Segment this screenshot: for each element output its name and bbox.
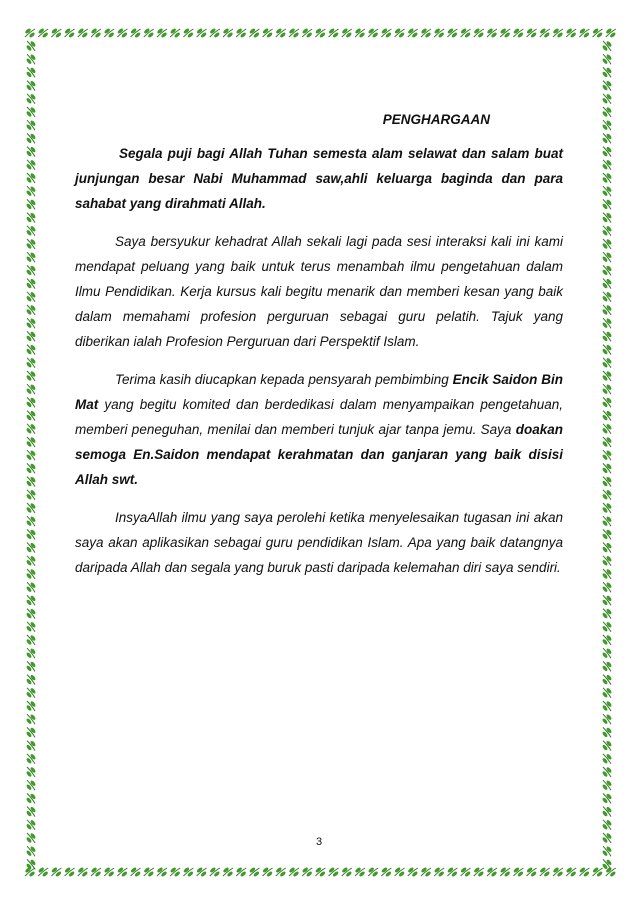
vine-leaf-icon	[602, 502, 613, 513]
vine-leaf-icon	[275, 28, 286, 39]
vine-leaf-icon	[26, 397, 37, 408]
vine-leaf-icon	[602, 344, 613, 355]
vine-leaf-icon	[566, 867, 577, 878]
vine-leaf-icon	[26, 370, 37, 381]
vine-leaf-icon	[602, 357, 613, 368]
vine-leaf-icon	[26, 54, 37, 65]
vine-leaf-icon	[26, 423, 37, 434]
vine-leaf-icon	[381, 867, 392, 878]
vine-leaf-icon	[26, 740, 37, 751]
vine-leaf-icon	[602, 463, 613, 474]
vine-leaf-icon	[38, 867, 49, 878]
vine-leaf-icon	[602, 238, 613, 249]
vine-leaf-icon	[602, 40, 613, 51]
vine-leaf-icon	[104, 28, 115, 39]
decorative-border-left	[20, 22, 42, 883]
vine-leaf-icon	[602, 634, 613, 645]
vine-leaf-icon	[473, 28, 484, 39]
vine-leaf-icon	[196, 867, 207, 878]
vine-leaf-icon	[26, 40, 37, 51]
vine-leaf-icon	[302, 867, 313, 878]
vine-leaf-icon	[368, 28, 379, 39]
paragraph-gratitude: Saya bersyukur kehadrat Allah sekali lagi pada sesi interaksi kali ini kami mendapat peluang yang baik untuk terus menambah ilmu pengetahuan dalam Ilmu Pendidikan. Kerja kursus kali begitu menarik dan memberi kesan yang baik dalam memahami profesion perguruan sebagai guru pelatih. Tajuk yang diberikan ialah Profesion Perguruan dari Perspektif Islam.	[75, 234, 563, 349]
vine-leaf-icon	[328, 28, 339, 39]
vine-leaf-icon	[394, 867, 405, 878]
vine-leaf-icon	[183, 867, 194, 878]
vine-leaf-icon	[602, 133, 613, 144]
vine-leaf-icon	[26, 555, 37, 566]
vine-leaf-icon	[249, 28, 260, 39]
vine-leaf-icon	[602, 397, 613, 408]
vine-leaf-icon	[420, 28, 431, 39]
vine-leaf-icon	[222, 867, 233, 878]
vine-leaf-icon	[447, 28, 458, 39]
vine-leaf-icon	[26, 357, 37, 368]
vine-leaf-icon	[26, 410, 37, 421]
vine-leaf-icon	[26, 384, 37, 395]
vine-leaf-icon	[328, 867, 339, 878]
vine-leaf-icon	[90, 867, 101, 878]
vine-leaf-icon	[602, 621, 613, 632]
vine-leaf-icon	[500, 867, 511, 878]
vine-leaf-icon	[90, 28, 101, 39]
vine-leaf-icon	[602, 146, 613, 157]
document-body	[75, 112, 563, 593]
page-title: PENGHARGAAN	[382, 112, 490, 127]
vine-leaf-icon	[602, 423, 613, 434]
vine-leaf-icon	[602, 700, 613, 711]
vine-leaf-icon	[26, 714, 37, 725]
vine-leaf-icon	[26, 595, 37, 606]
vine-leaf-icon	[143, 28, 154, 39]
vine-leaf-icon	[566, 28, 577, 39]
vine-leaf-icon	[602, 766, 613, 777]
vine-leaf-icon	[26, 344, 37, 355]
vine-leaf-icon	[26, 489, 37, 500]
vine-leaf-icon	[262, 867, 273, 878]
vine-leaf-icon	[602, 225, 613, 236]
vine-leaf-icon	[275, 867, 286, 878]
vine-leaf-icon	[26, 172, 37, 183]
vine-leaf-icon	[500, 28, 511, 39]
vine-leaf-icon	[196, 28, 207, 39]
vine-leaf-icon	[26, 225, 37, 236]
vine-leaf-icon	[26, 186, 37, 197]
vine-leaf-icon	[26, 793, 37, 804]
vine-leaf-icon	[526, 28, 537, 39]
vine-leaf-icon	[602, 608, 613, 619]
vine-leaf-icon	[26, 212, 37, 223]
vine-leaf-icon	[602, 93, 613, 104]
vine-leaf-icon	[26, 542, 37, 553]
vine-leaf-icon	[381, 28, 392, 39]
vine-leaf-icon	[26, 146, 37, 157]
vine-leaf-icon	[26, 753, 37, 764]
vine-leaf-icon	[602, 252, 613, 263]
vine-leaf-icon	[26, 199, 37, 210]
vine-leaf-icon	[183, 28, 194, 39]
paragraph-thanks	[75, 367, 563, 492]
vine-leaf-icon	[602, 54, 613, 65]
vine-leaf-icon	[24, 28, 35, 39]
vine-leaf-icon	[26, 93, 37, 104]
vine-leaf-icon	[26, 700, 37, 711]
paragraph-opening: Segala puji bagi Allah Tuhan semesta alam selawat dan salam buat junjungan besar Nabi Muhammad saw,ahli keluarga baginda dan para sahabat yang dirahmati Allah.	[75, 146, 563, 211]
vine-leaf-icon	[602, 542, 613, 553]
decorative-border-right	[596, 22, 618, 883]
vine-leaf-icon	[51, 867, 62, 878]
vine-leaf-icon	[26, 859, 37, 870]
vine-leaf-icon	[602, 370, 613, 381]
vine-leaf-icon	[602, 780, 613, 791]
vine-leaf-icon	[460, 867, 471, 878]
vine-leaf-icon	[602, 80, 613, 91]
vine-leaf-icon	[602, 212, 613, 223]
vine-leaf-icon	[447, 867, 458, 878]
vine-leaf-icon	[434, 28, 445, 39]
vine-leaf-icon	[26, 687, 37, 698]
vine-leaf-icon	[26, 133, 37, 144]
vine-leaf-icon	[486, 867, 497, 878]
vine-leaf-icon	[26, 806, 37, 817]
vine-leaf-icon	[602, 331, 613, 342]
vine-leaf-icon	[602, 740, 613, 751]
vine-leaf-icon	[602, 172, 613, 183]
vine-leaf-icon	[602, 291, 613, 302]
vine-leaf-icon	[434, 867, 445, 878]
vine-leaf-icon	[130, 867, 141, 878]
decorative-border-top	[20, 22, 618, 44]
paragraph-closing: InsyaAllah ilmu yang saya perolehi ketika menyelesaikan tugasan ini akan saya akan aplikasikan sebagai guru pendidikan Islam. Apa yang baik datangnya daripada Allah dan segala yang buruk pasti daripada kelemahan diri saya sendiri.	[75, 510, 563, 575]
vine-leaf-icon	[26, 621, 37, 632]
vine-leaf-icon	[104, 867, 115, 878]
vine-leaf-icon	[602, 410, 613, 421]
vine-leaf-icon	[602, 106, 613, 117]
vine-leaf-icon	[420, 867, 431, 878]
vine-leaf-icon	[26, 436, 37, 447]
vine-leaf-icon	[602, 555, 613, 566]
vine-leaf-icon	[407, 28, 418, 39]
vine-leaf-icon	[26, 120, 37, 131]
vine-leaf-icon	[24, 867, 35, 878]
vine-leaf-icon	[26, 502, 37, 513]
vine-leaf-icon	[26, 661, 37, 672]
vine-leaf-icon	[302, 28, 313, 39]
vine-leaf-icon	[26, 780, 37, 791]
vine-leaf-icon	[117, 28, 128, 39]
vine-leaf-icon	[26, 67, 37, 78]
vine-leaf-icon	[602, 436, 613, 447]
vine-leaf-icon	[26, 80, 37, 91]
vine-leaf-icon	[602, 186, 613, 197]
vine-leaf-icon	[592, 867, 603, 878]
vine-leaf-icon	[315, 28, 326, 39]
vine-leaf-icon	[26, 608, 37, 619]
vine-leaf-icon	[26, 291, 37, 302]
vine-leaf-icon	[539, 28, 550, 39]
vine-leaf-icon	[26, 516, 37, 527]
vine-leaf-icon	[51, 28, 62, 39]
vine-leaf-icon	[602, 67, 613, 78]
vine-leaf-icon	[236, 28, 247, 39]
vine-leaf-icon	[486, 28, 497, 39]
vine-leaf-icon	[315, 867, 326, 878]
vine-leaf-icon	[602, 687, 613, 698]
vine-leaf-icon	[354, 867, 365, 878]
vine-leaf-icon	[602, 476, 613, 487]
vine-leaf-icon	[513, 28, 524, 39]
prayer-text: doakan semoga En.Saidon mendapat kerahmatan dan ganjaran yang baik disisi Allah swt.	[75, 422, 563, 487]
vine-leaf-icon	[602, 582, 613, 593]
vine-leaf-icon	[26, 766, 37, 777]
vine-leaf-icon	[26, 106, 37, 117]
vine-leaf-icon	[602, 304, 613, 315]
vine-leaf-icon	[26, 568, 37, 579]
vine-leaf-icon	[368, 867, 379, 878]
vine-leaf-icon	[602, 806, 613, 817]
vine-leaf-icon	[602, 727, 613, 738]
vine-leaf-icon	[602, 450, 613, 461]
vine-leaf-icon	[26, 476, 37, 487]
vine-leaf-icon	[341, 28, 352, 39]
vine-leaf-icon	[341, 867, 352, 878]
vine-leaf-icon	[262, 28, 273, 39]
vine-leaf-icon	[77, 867, 88, 878]
vine-leaf-icon	[579, 28, 590, 39]
vine-leaf-icon	[602, 595, 613, 606]
vine-leaf-icon	[236, 867, 247, 878]
vine-leaf-icon	[602, 278, 613, 289]
vine-leaf-icon	[407, 867, 418, 878]
lecturer-name: Encik Saidon Bin Mat	[75, 372, 563, 412]
vine-leaf-icon	[26, 265, 37, 276]
vine-leaf-icon	[143, 867, 154, 878]
vine-leaf-icon	[26, 318, 37, 329]
vine-leaf-icon	[552, 28, 563, 39]
vine-leaf-icon	[602, 793, 613, 804]
vine-leaf-icon	[602, 674, 613, 685]
vine-leaf-icon	[473, 867, 484, 878]
vine-leaf-icon	[602, 859, 613, 870]
vine-leaf-icon	[602, 648, 613, 659]
vine-leaf-icon	[156, 867, 167, 878]
vine-leaf-icon	[209, 28, 220, 39]
vine-leaf-icon	[602, 516, 613, 527]
vine-leaf-icon	[605, 28, 616, 39]
vine-leaf-icon	[288, 867, 299, 878]
vine-leaf-icon	[602, 265, 613, 276]
vine-leaf-icon	[26, 304, 37, 315]
vine-leaf-icon	[602, 661, 613, 672]
vine-leaf-icon	[209, 867, 220, 878]
vine-leaf-icon	[26, 634, 37, 645]
vine-leaf-icon	[170, 28, 181, 39]
vine-leaf-icon	[602, 199, 613, 210]
vine-leaf-icon	[38, 28, 49, 39]
vine-leaf-icon	[602, 384, 613, 395]
vine-leaf-icon	[26, 819, 37, 830]
vine-leaf-icon	[130, 28, 141, 39]
vine-leaf-icon	[64, 28, 75, 39]
vine-leaf-icon	[26, 252, 37, 263]
page-number: 3	[315, 836, 323, 848]
vine-leaf-icon	[602, 120, 613, 131]
vine-leaf-icon	[26, 238, 37, 249]
vine-leaf-icon	[26, 674, 37, 685]
thanks-text-1: Terima kasih diucapkan kepada pensyarah pembimbing	[115, 372, 453, 387]
vine-leaf-icon	[26, 582, 37, 593]
vine-leaf-icon	[602, 753, 613, 764]
vine-leaf-icon	[602, 529, 613, 540]
vine-leaf-icon	[26, 463, 37, 474]
vine-leaf-icon	[26, 331, 37, 342]
decorative-border-bottom	[20, 861, 618, 883]
vine-leaf-icon	[552, 867, 563, 878]
vine-leaf-icon	[26, 278, 37, 289]
vine-leaf-icon	[460, 28, 471, 39]
vine-leaf-icon	[579, 867, 590, 878]
vine-leaf-icon	[170, 867, 181, 878]
vine-leaf-icon	[513, 867, 524, 878]
vine-leaf-icon	[539, 867, 550, 878]
vine-leaf-icon	[602, 714, 613, 725]
vine-leaf-icon	[354, 28, 365, 39]
vine-leaf-icon	[602, 318, 613, 329]
vine-leaf-icon	[26, 450, 37, 461]
vine-leaf-icon	[605, 867, 616, 878]
vine-leaf-icon	[592, 28, 603, 39]
vine-leaf-icon	[288, 28, 299, 39]
vine-leaf-icon	[64, 867, 75, 878]
vine-leaf-icon	[602, 819, 613, 830]
vine-leaf-icon	[526, 867, 537, 878]
vine-leaf-icon	[394, 28, 405, 39]
vine-leaf-icon	[26, 648, 37, 659]
vine-leaf-icon	[602, 568, 613, 579]
vine-leaf-icon	[249, 867, 260, 878]
vine-leaf-icon	[77, 28, 88, 39]
vine-leaf-icon	[602, 489, 613, 500]
vine-leaf-icon	[26, 159, 37, 170]
vine-leaf-icon	[117, 867, 128, 878]
vine-leaf-icon	[26, 727, 37, 738]
vine-leaf-icon	[156, 28, 167, 39]
vine-leaf-icon	[222, 28, 233, 39]
vine-leaf-icon	[602, 159, 613, 170]
thanks-text-2: yang begitu komited dan berdedikasi dalam menyampaikan pengetahuan, memberi peneguhan, menilai dan memberi tunjuk ajar tanpa jemu. Saya	[75, 397, 563, 437]
vine-leaf-icon	[26, 529, 37, 540]
